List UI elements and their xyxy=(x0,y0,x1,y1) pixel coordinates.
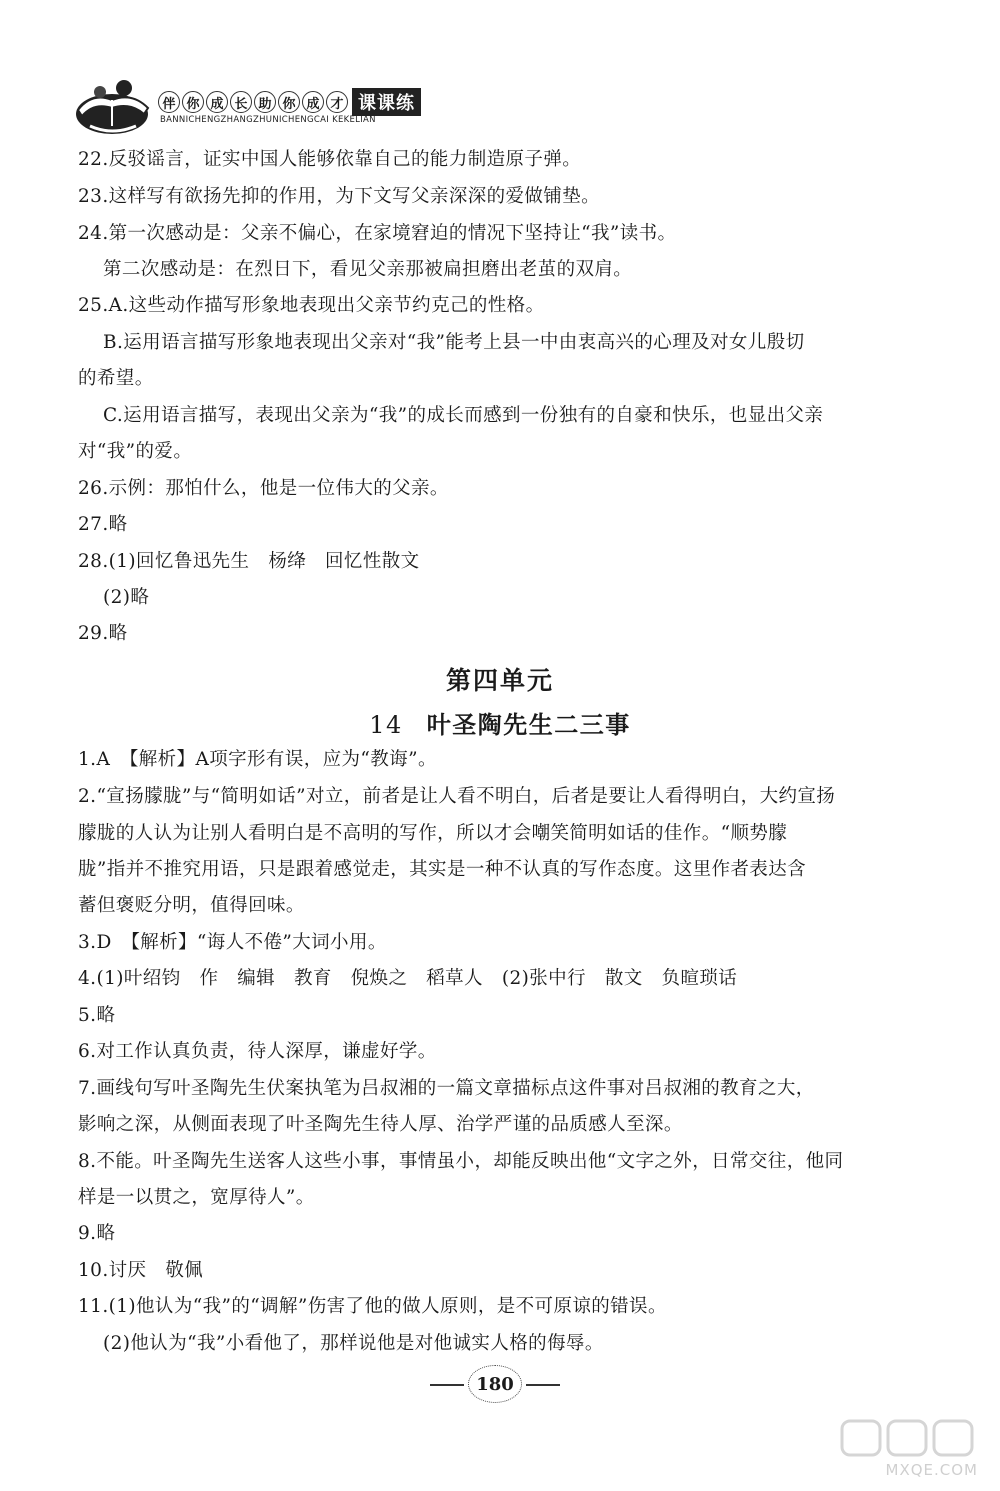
answer-line: B.运用语言描写形象地表现出父亲对“我”能考上县一中由衷高兴的心理及对女儿殷切 xyxy=(103,332,805,353)
answer-line: 5.略 xyxy=(78,1005,116,1026)
page-footer xyxy=(430,1363,560,1407)
watermark xyxy=(838,1417,978,1479)
answer-line: 24.第一次感动是：父亲不偏心，在家境窘迫的情况下坚持让“我”读书。 xyxy=(78,223,677,244)
footer-rule xyxy=(526,1384,560,1386)
lesson-name: 叶圣陶先生二三事 xyxy=(426,711,631,739)
answer-line: 3.D 【解析】“诲人不倦”大词小用。 xyxy=(78,932,387,953)
answer-line: (2)略 xyxy=(103,587,150,608)
answer-line: 蓄但褒贬分明，值得回味。 xyxy=(78,895,305,916)
slogan-char: 伴 xyxy=(158,91,180,113)
answer-line: 29.略 xyxy=(78,623,128,644)
answer-line: 8.不能。叶圣陶先生送客人这些小事，事情虽小，却能反映出他“文字之外，日常交往，他同 xyxy=(78,1151,844,1172)
book-logo-icon xyxy=(72,74,154,138)
answer-line: C.运用语言描写，表现出父亲为“我”的成长而感到一份独有的自豪和快乐，也显出父亲 xyxy=(103,405,824,426)
lesson-number: 14 xyxy=(369,711,403,739)
answer-line: 对“我”的爱。 xyxy=(78,441,193,462)
answer-line: 朦胧的人认为让别人看明白是不高明的写作，所以才会嘲笑简明如话的佳作。“顺势朦 xyxy=(78,823,788,844)
slogan-char: 助 xyxy=(254,91,276,113)
answer-line: 9.略 xyxy=(78,1223,116,1244)
answer-line: 1.A 【解析】A项字形有误，应为“教诲”。 xyxy=(78,749,437,770)
answer-line: 7.画线句写叶圣陶先生伏案执笔为吕叔湘的一篇文章描标点这件事对吕叔湘的教育之大， xyxy=(78,1078,815,1099)
slogan-char: 你 xyxy=(182,91,204,113)
answer-line: 26.示例：那怕什么，他是一位伟大的父亲。 xyxy=(78,478,449,499)
header-slogan xyxy=(158,88,421,116)
slogan-char: 你 xyxy=(278,91,300,113)
answer-line: 25.A.这些动作描写形象地表现出父亲节约克己的性格。 xyxy=(78,295,545,316)
answer-line: 胧”指并不推究用语，只是跟着感觉走，其实是一种不认真的写作态度。这里作者表达含 xyxy=(78,859,807,880)
slogan-char: 长 xyxy=(230,91,252,113)
answer-line: 样是一以贯之，宽厚待人”。 xyxy=(78,1187,315,1208)
answer-line: 11.(1)他认为“我”的“调解”伤害了他的做人原则，是不可原谅的错误。 xyxy=(78,1296,667,1317)
unit-title: 第四单元 xyxy=(445,666,554,695)
answer-line: 6.对工作认真负责，待人深厚，谦虚好学。 xyxy=(78,1041,437,1062)
answer-line: 4.(1)叶绍钧 作 编辑 教育 倪焕之 稻草人 (2)张中行 散文 负暄琐话 xyxy=(78,968,738,989)
answer-line: 影响之深，从侧面表现了叶圣陶先生待人厚、治学严谨的品质感人至深。 xyxy=(78,1114,683,1135)
slogan-char: 成 xyxy=(206,91,228,113)
answer-line: 的希望。 xyxy=(78,368,154,389)
watermark-text: MXQE.COM xyxy=(885,1461,978,1479)
answer-line: (2)他认为“我”小看他了，那样说他是对他诚实人格的侮辱。 xyxy=(103,1333,604,1354)
slogan-char: 才 xyxy=(326,91,348,113)
slogan-char: 成 xyxy=(302,91,324,113)
watermark-logo-icon xyxy=(838,1417,978,1461)
answer-line: 23.这样写有欲扬先抑的作用，为下文写父亲深深的爱做铺垫。 xyxy=(78,186,601,207)
answer-line: 2.“宣扬朦胧”与“简明如话”对立，前者是让人看不明白，后者是要让人看得明白，大约宣扬 xyxy=(78,786,836,807)
page-header xyxy=(72,74,492,144)
answer-line: 10.讨厌 敬佩 xyxy=(78,1260,204,1281)
page-number: 180 xyxy=(468,1365,522,1403)
answer-line: 27.略 xyxy=(78,514,128,535)
answer-line: 28.(1)回忆鲁迅先生 杨绛 回忆性散文 xyxy=(78,551,420,572)
answer-line: 22.反驳谣言，证实中国人能够依靠自己的能力制造原子弹。 xyxy=(78,149,582,170)
answer-line: 第二次感动是：在烈日下，看见父亲那被扁担磨出老茧的双肩。 xyxy=(103,259,633,280)
footer-rule xyxy=(430,1384,464,1386)
lesson-title xyxy=(0,705,1000,740)
brand-label: 课课练 xyxy=(352,88,421,116)
header-pinyin: BANNICHENGZHANGZHUNICHENGCAI KEKELIAN xyxy=(160,115,376,125)
